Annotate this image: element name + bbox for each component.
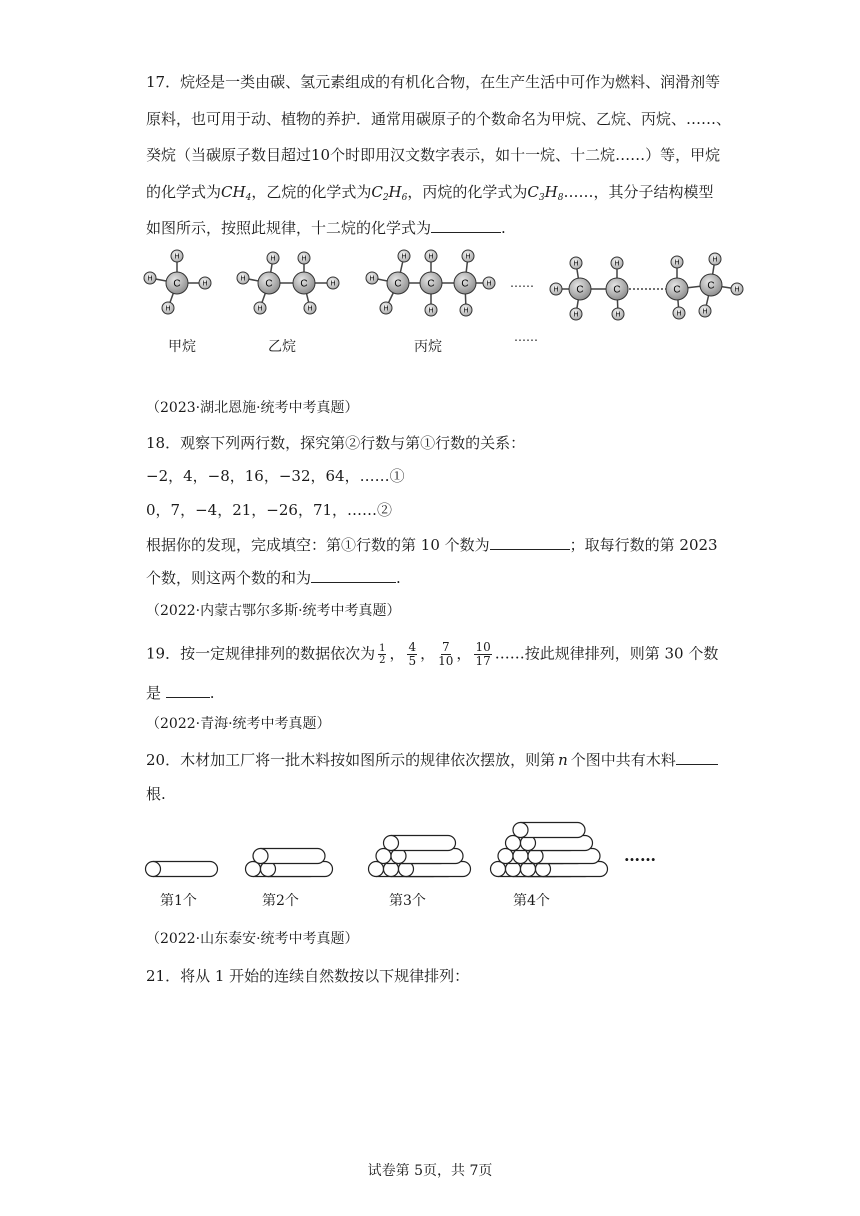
q18-row-2: 0，7，−4，21，−26，71，……② bbox=[146, 501, 393, 519]
svg-text:H: H bbox=[147, 275, 153, 283]
svg-text:C: C bbox=[576, 284, 584, 296]
formula-c2h6: $C_2H_6$ bbox=[371, 183, 408, 203]
svg-text:H: H bbox=[573, 311, 579, 319]
caption-fig-4: 第4个 bbox=[513, 893, 550, 909]
svg-text:H: H bbox=[486, 280, 492, 288]
svg-text:H: H bbox=[202, 280, 208, 288]
caption-methane: 甲烷 bbox=[168, 339, 196, 355]
svg-text:H: H bbox=[428, 307, 434, 315]
q20-source: （2022·山东泰安·统考中考真题） bbox=[146, 931, 359, 947]
svg-text:H: H bbox=[307, 305, 313, 313]
fraction-3: $\frac{7}{10}$ bbox=[438, 640, 454, 668]
svg-text:C: C bbox=[427, 278, 435, 290]
q18-line-5: 个数，则这两个数的和为 . bbox=[146, 569, 401, 587]
page-footer: 试卷第 5页，共 7页 bbox=[367, 1163, 493, 1179]
q17-line-4: 的化学式为$CH_4$，乙烷的化学式为$C_2H_6$，丙烷的化学式为$C_3H_8\dots\dots$，其分子结构模型 bbox=[146, 183, 714, 203]
fraction-2: $\frac{4}{5}$ bbox=[408, 640, 417, 668]
fraction-1: $\frac{1}{2}$ bbox=[379, 643, 386, 666]
formula-c3h8: $C_3H_8$ bbox=[527, 183, 564, 203]
q17-line-3: 癸烷（当碳原子数目超过10个时即用汉文数字表示，如十一烷、十二烷……）等，甲烷 bbox=[146, 146, 721, 164]
formula-ch4: $CH_4$ bbox=[221, 183, 252, 203]
svg-text:H: H bbox=[330, 280, 336, 288]
q18-line-4: 根据你的发现，完成填空：第①行数的第 10 个数为 ；取每行数的第 2023 bbox=[146, 536, 718, 554]
caption-fig-1: 第1个 bbox=[160, 893, 197, 909]
svg-text:H: H bbox=[734, 286, 740, 294]
svg-text:H: H bbox=[702, 308, 708, 316]
svg-text:C: C bbox=[300, 278, 308, 290]
svg-text:C: C bbox=[673, 284, 681, 296]
wood-dots: …… bbox=[624, 846, 656, 865]
svg-text:H: H bbox=[615, 311, 621, 319]
q18-line-1: 18．观察下列两行数，探究第②行数与第①行数的关系： bbox=[146, 434, 526, 452]
svg-text:H: H bbox=[465, 253, 471, 261]
wood-log bbox=[513, 823, 585, 838]
molecule-dots: …… bbox=[510, 276, 534, 290]
caption-fig-3: 第3个 bbox=[389, 893, 426, 909]
wood-log bbox=[146, 862, 218, 877]
svg-text:H: H bbox=[573, 260, 579, 268]
q17-line-2: 原料，也可用于动、植物的养护．通常用碳原子的个数命名为甲烷、乙烷、丙烷、……、 bbox=[146, 110, 732, 128]
q17-line-5: 如图所示，按照此规律，十二烷的化学式为 . bbox=[146, 219, 506, 237]
svg-text:H: H bbox=[301, 255, 307, 263]
svg-text:H: H bbox=[428, 253, 434, 261]
wood-log bbox=[384, 836, 456, 851]
q19-line-2: 是 . bbox=[146, 684, 215, 702]
svg-text:H: H bbox=[383, 305, 389, 313]
svg-text:C: C bbox=[613, 284, 621, 296]
svg-text:H: H bbox=[553, 286, 559, 294]
svg-text:H: H bbox=[257, 305, 263, 313]
q21-line-1: 21．将从 1 开始的连续自然数按以下规律排列： bbox=[146, 967, 470, 985]
svg-text:C: C bbox=[265, 278, 273, 290]
svg-text:H: H bbox=[401, 253, 407, 261]
caption-dots: …… bbox=[514, 330, 538, 344]
fraction-4: $\frac{10}{17}$ bbox=[475, 640, 491, 668]
svg-text:C: C bbox=[707, 280, 715, 292]
variable-n: n bbox=[558, 751, 568, 769]
q17-source: （2023·湖北恩施·统考中考真题） bbox=[146, 400, 359, 416]
svg-text:H: H bbox=[614, 260, 620, 268]
q18-row-1: −2，4，−8，16，−32，64，……① bbox=[146, 467, 405, 485]
svg-text:C: C bbox=[461, 278, 469, 290]
svg-text:C: C bbox=[394, 278, 402, 290]
wood-log bbox=[253, 849, 325, 864]
svg-text:H: H bbox=[369, 275, 375, 283]
caption-ethane: 乙烷 bbox=[268, 339, 296, 355]
q17-line-1: 17．烷烃是一类由碳、氢元素组成的有机化合物，在生产生活中可作为燃料、润滑剂等 bbox=[146, 73, 721, 91]
q19-source: （2022·青海·统考中考真题） bbox=[146, 716, 331, 732]
svg-text:H: H bbox=[676, 310, 682, 318]
svg-text:H: H bbox=[674, 259, 680, 267]
svg-text:C: C bbox=[173, 278, 181, 290]
q20-line-2: 根. bbox=[146, 785, 166, 803]
q18-source: （2022·内蒙古鄂尔多斯·统考中考真题） bbox=[146, 603, 401, 619]
svg-text:H: H bbox=[165, 305, 171, 313]
svg-text:H: H bbox=[270, 255, 276, 263]
svg-text:H: H bbox=[712, 256, 718, 264]
svg-text:H: H bbox=[240, 275, 246, 283]
q20-line-1: 20．木材加工厂将一批木料按如图所示的规律依次摆放，则第 n 个图中共有木料 bbox=[146, 750, 718, 770]
q19-line-1: 19．按一定规律排列的数据依次为 $\frac{1}{2}$ ， $\frac{4}{5}$ ， $\frac{7}{10}$ ， $\frac{10}{17}$ ……按此规律排列，则第 30 个数 bbox=[146, 640, 719, 668]
caption-propane: 丙烷 bbox=[414, 339, 442, 355]
caption-fig-2: 第2个 bbox=[262, 893, 299, 909]
svg-text:H: H bbox=[463, 307, 469, 315]
svg-text:H: H bbox=[174, 253, 180, 261]
